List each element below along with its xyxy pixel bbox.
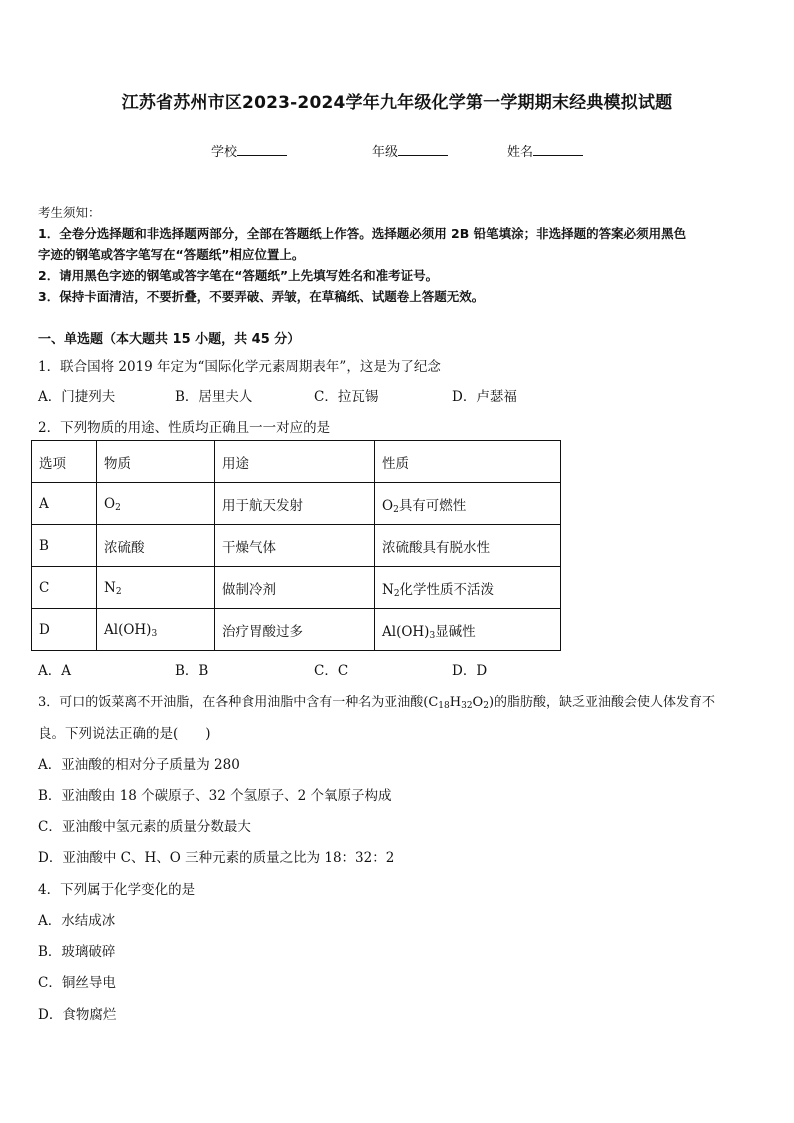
name-label: 姓名: [507, 145, 534, 160]
exam-title: 江苏省苏州市区2023-2024学年九年级化学第一学期期末经典模拟试题: [121, 93, 673, 113]
table-cell: [375, 609, 561, 651]
table-cell: [375, 567, 561, 609]
formula: N: [104, 579, 116, 596]
q2-option-c[interactable]: C．C: [314, 663, 349, 679]
formula: H: [449, 695, 462, 710]
q3-option-b[interactable]: B．亚油酸由 18 个碳原子、32 个氢原子、2 个氧原子构成: [38, 788, 392, 804]
name-blank[interactable]: [533, 143, 583, 156]
table-cell: [97, 567, 215, 609]
table-cell: [97, 609, 215, 651]
grade-field[interactable]: [372, 141, 448, 160]
table-cell: [375, 483, 561, 525]
table-row: [32, 609, 561, 651]
table-header-cell: 用途: [215, 441, 375, 483]
formula: O: [382, 497, 394, 514]
q4-option-b[interactable]: B．玻璃破碎: [38, 944, 116, 960]
q1-option-b[interactable]: B．居里夫人: [175, 389, 253, 405]
q4-option-a[interactable]: A．水结成冰: [38, 913, 116, 929]
q2-stem: 2．下列物质的用途、性质均正确且一一对应的是: [38, 420, 331, 436]
formula: N: [382, 581, 394, 598]
property-text: 显碱性: [435, 623, 476, 640]
q3-stem-text: 3．可口的饭菜离不开油脂，在各种食用油脂中含有一种名为亚油酸(C: [38, 695, 439, 710]
table-header-cell: 选项: [32, 441, 97, 483]
table-cell: B: [32, 525, 97, 567]
q2-table: [31, 440, 561, 651]
subscript: 3: [151, 628, 158, 639]
q3-option-c[interactable]: C．亚油酸中氢元素的质量分数最大: [38, 819, 251, 835]
subscript: 2: [393, 504, 399, 515]
table-row: [32, 483, 561, 525]
school-field[interactable]: [211, 141, 287, 160]
table-cell: 治疗胃酸过多: [215, 609, 375, 651]
formula: Al(OH): [382, 623, 430, 640]
formula: O: [472, 695, 484, 710]
q2-option-a[interactable]: A．A: [38, 663, 71, 679]
q2-option-b[interactable]: B．B: [175, 663, 209, 679]
subscript: 2: [393, 588, 400, 599]
section-heading: 一、单选题（本大题共 15 小题，共 45 分）: [38, 332, 301, 347]
q3-stem-line-2: 良。下列说法正确的是( ): [38, 726, 211, 742]
table-cell: 做制冷剂: [215, 567, 375, 609]
q4-stem: 4．下列属于化学变化的是: [38, 882, 196, 898]
q4-option-d[interactable]: D．食物腐烂: [38, 1007, 117, 1023]
notice-item-1a: 1．全卷分选择题和非选择题两部分，全部在答题纸上作答。选择题必须用 2B 铅笔填涂；非选择题的答案必须用黑色: [38, 226, 687, 241]
subscript: 3: [429, 630, 436, 641]
subscript: 32: [461, 701, 473, 711]
subscript: 2: [115, 586, 122, 597]
table-row: [32, 567, 561, 609]
table-header-cell: 性质: [375, 441, 561, 483]
formula: Al(OH): [104, 621, 152, 638]
table-cell: A: [32, 483, 97, 525]
q1-stem: 1．联合国将 2019 年定为“国际化学元素周期表年”，这是为了纪念: [38, 359, 441, 375]
grade-label: 年级: [372, 145, 399, 160]
subscript: 2: [115, 502, 121, 513]
property-text: 化学性质不活泼: [399, 581, 495, 598]
notice-item-1b: 字迹的钢笔或答字笔写在“答题纸”相应位置上。: [38, 247, 305, 262]
q3-stem: [38, 691, 715, 710]
q4-option-c[interactable]: C．铜丝导电: [38, 975, 116, 991]
school-blank[interactable]: [237, 143, 287, 156]
table-header-row: [32, 441, 561, 483]
subscript: 18: [438, 701, 450, 711]
table-cell: 用于航天发射: [215, 483, 375, 525]
grade-blank[interactable]: [398, 143, 448, 156]
table-cell: C: [32, 567, 97, 609]
table-cell: 干燥气体: [215, 525, 375, 567]
q3-option-d[interactable]: D．亚油酸中 C、H、O 三种元素的质量之比为 18：32：2: [38, 850, 395, 866]
q3-stem-text: )的脂肪酸，缺乏亚油酸会使人体发育不: [488, 695, 716, 710]
notice-item-2: 2．请用黑色字迹的钢笔或答字笔在“答题纸”上先填写姓名和准考证号。: [38, 268, 439, 283]
q3-option-a[interactable]: A．亚油酸的相对分子质量为 280: [38, 757, 240, 773]
table-cell: D: [32, 609, 97, 651]
property-text: 具有可燃性: [398, 497, 467, 514]
table-cell: 浓硫酸: [97, 525, 215, 567]
table-cell: 浓硫酸具有脱水性: [375, 525, 561, 567]
q1-options: [38, 385, 758, 405]
notice-heading: 考生须知：: [38, 205, 101, 220]
q2-option-d[interactable]: D．D: [452, 663, 488, 679]
name-field[interactable]: [507, 141, 583, 160]
school-label: 学校: [211, 145, 238, 160]
table-header-cell: 物质: [97, 441, 215, 483]
formula: O: [104, 495, 116, 512]
q1-option-d[interactable]: D．卢瑟福: [452, 389, 517, 405]
q1-option-a[interactable]: A．门捷列夫: [38, 389, 116, 405]
q2-options: [38, 659, 758, 679]
table-row: [32, 525, 561, 567]
notice-item-3: 3．保持卡面清洁，不要折叠，不要弄破、弄皱，在草稿纸、试题卷上答题无效。: [38, 289, 485, 304]
table-cell: [97, 483, 215, 525]
subscript: 2: [483, 701, 489, 711]
q1-option-c[interactable]: C．拉瓦锡: [314, 389, 379, 405]
